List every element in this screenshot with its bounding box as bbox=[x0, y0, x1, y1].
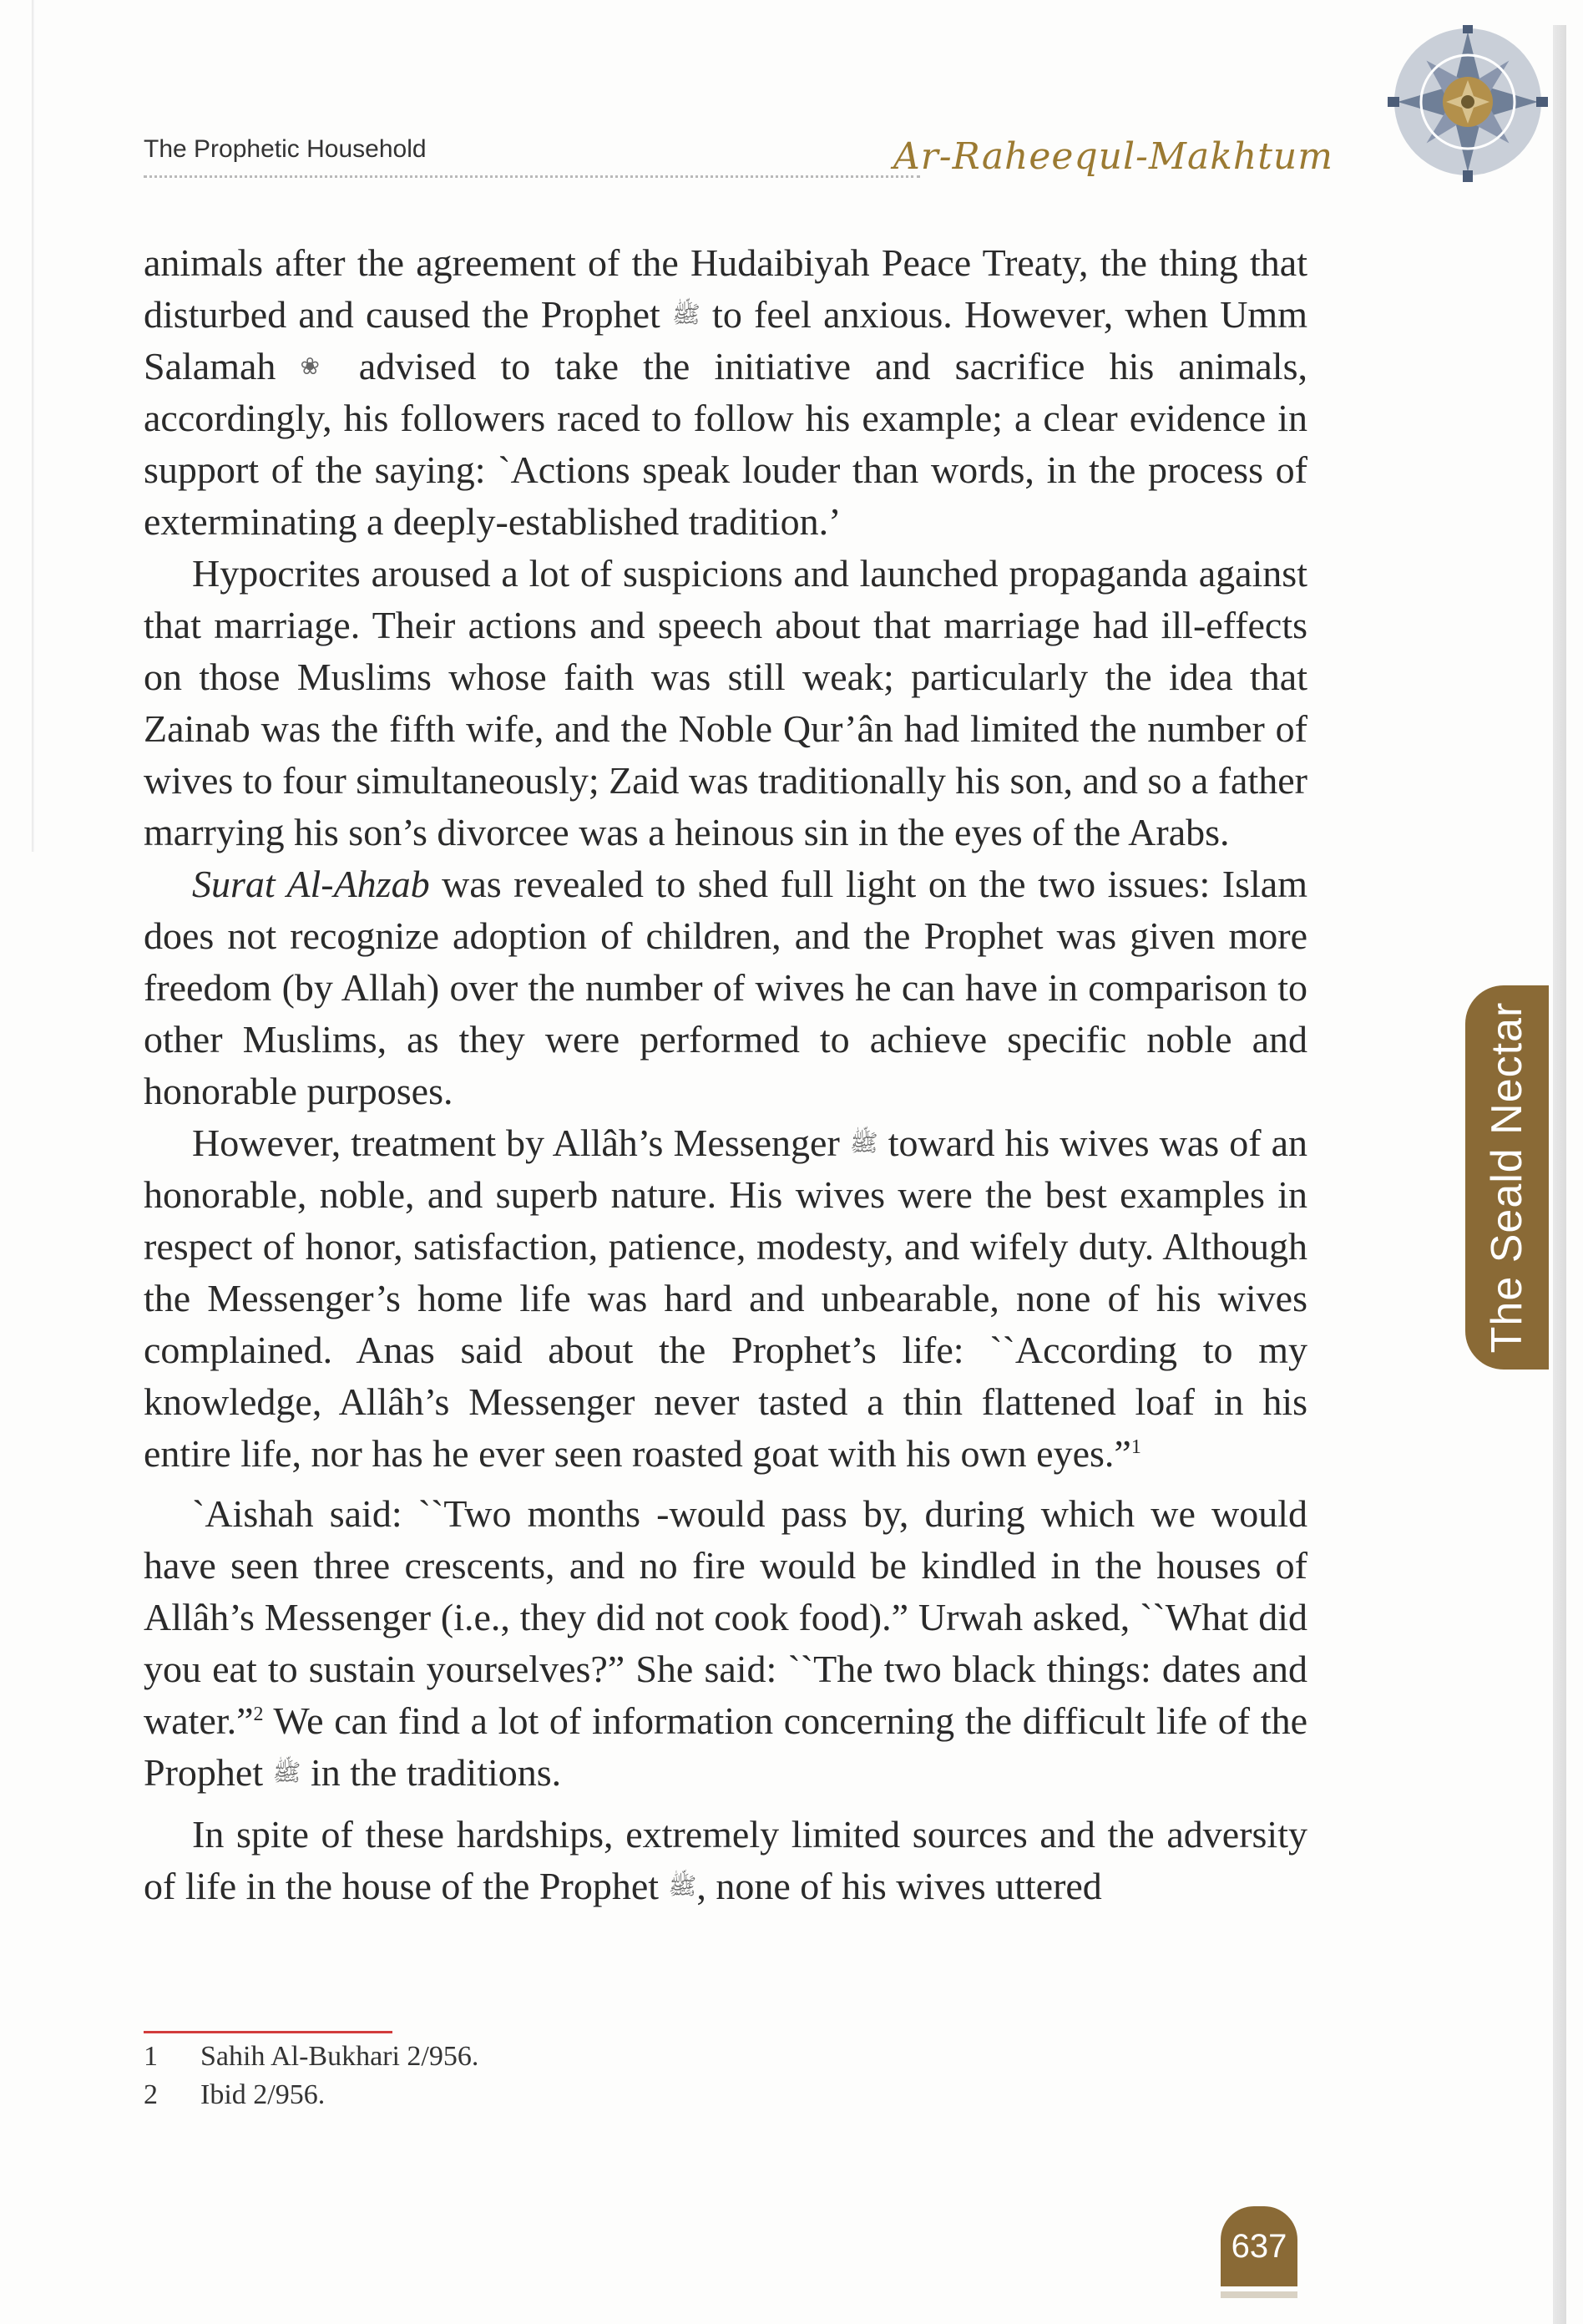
text-run: animals after the agreement of the Hudaibiyah Peace Treaty, the thing that disturbed and caused the Prophet bbox=[144, 241, 1307, 336]
paragraph bbox=[144, 1117, 1307, 1480]
footnote-ref[interactable]: 1 bbox=[1130, 1436, 1141, 1458]
footnote-text: Ibid 2/956. bbox=[200, 2079, 326, 2110]
footnote-ref[interactable]: 2 bbox=[253, 1704, 264, 1725]
honorific-icon: ﷺ bbox=[668, 1872, 697, 1900]
text-run: advised to take the initiative and sacrifice his animals, accordingly, his followers raced to follow his example; a clear evidence in support of the saying: `Actions speak louder than words, in the process of exterminating a deeply-established tradition.’ bbox=[144, 345, 1307, 543]
paragraph: Hypocrites aroused a lot of suspicions and launched propaganda against that marriage. Their actions and speech about that marriage had ill-effects on those Muslims whose faith was still weak; particularly the idea that Zainab was the fifth wife, and the Noble Qur’ân had limited the number of wives to four simultaneously; Zaid was traditionally his son, and so a father marrying his son’s divorcee was a heinous sin in the eyes of the Arabs. bbox=[144, 552, 1307, 853]
paragraph bbox=[144, 237, 1307, 548]
footnote-rule bbox=[144, 2031, 392, 2033]
page-number-base bbox=[1221, 2291, 1297, 2298]
side-tab-label: The Seald Nectar bbox=[1483, 1001, 1531, 1354]
footnote bbox=[144, 2076, 895, 2114]
geometric-ornament-icon bbox=[1351, 25, 1568, 205]
paragraph bbox=[144, 1809, 1307, 1912]
paragraph bbox=[144, 1488, 1307, 1799]
text-run: , none of his wives uttered bbox=[696, 1865, 1102, 1907]
footnote-number: 1 bbox=[144, 2041, 158, 2072]
text-run: was revealed to shed full light on the two issues: Islam does not recognize adoption of children, and the Prophet was given more freedom (by Allah) over the number of wives he can have in comparison to other Muslims, as they were performed to achieve specific noble and honorable purposes. bbox=[144, 863, 1307, 1112]
paragraph bbox=[144, 858, 1307, 1117]
honorific-icon: ﷺ bbox=[272, 1759, 301, 1786]
footnote bbox=[144, 2038, 895, 2076]
book-title: Ar-Raheequl-Makhtum bbox=[893, 135, 1333, 178]
page-number-tab bbox=[1221, 2206, 1297, 2286]
page-edge-strip bbox=[1553, 25, 1566, 2324]
body-text bbox=[144, 237, 1307, 1912]
honorific-icon: ❀ bbox=[300, 352, 335, 380]
text-run: in the traditions. bbox=[301, 1751, 562, 1794]
footnotes bbox=[144, 2038, 895, 2114]
gutter-shadow bbox=[32, 0, 34, 852]
footnote-number: 2 bbox=[144, 2079, 158, 2110]
text-run: to feel anxious. However, when Umm Salamah bbox=[144, 293, 1307, 387]
footnote-text: Sahih Al-Bukhari 2/956. bbox=[200, 2041, 479, 2072]
text-run: In spite of these hardships, extremely limited sources and the adversity of life in the house of the Prophet bbox=[144, 1813, 1307, 1907]
text-run: We can find a lot of information concerning the difficult life of the Prophet bbox=[144, 1699, 1307, 1794]
text-run: However, treatment by Allâh’s Messenger bbox=[192, 1121, 850, 1164]
page-number: 637 bbox=[1231, 2227, 1287, 2265]
surah-name: Surat Al-Ahzab bbox=[192, 863, 430, 905]
honorific-icon: ﷺ bbox=[672, 301, 700, 328]
text-run: `Aishah said: ``Two months -would pass by, during which we would have seen three crescents, and no fire would be kindled in the houses of Allâh’s Messenger (i.e., they did not cook food).” Urwah asked, ``What did you eat to sustain yourselves?” She said: ``The two black things: dates and water.” bbox=[144, 1492, 1307, 1742]
header-dotted-rule bbox=[144, 175, 920, 178]
running-head: The Prophetic Household bbox=[144, 135, 427, 163]
text-run: toward his wives was of an honorable, noble, and superb nature. His wives were the best examples in respect of honor, satisfaction, patience, modesty, and wifely duty. Although the Messenger’s home life was hard and unbearable, none of his wives complained. Anas said about the Prophet’s life: ``According to my knowledge, Allâh’s Messenger never tasted a thin flattened loaf in his entire life, nor has he ever seen roasted goat with his own eyes.” bbox=[144, 1121, 1307, 1475]
honorific-icon: ﷺ bbox=[849, 1129, 878, 1157]
side-tab bbox=[1465, 985, 1549, 1370]
